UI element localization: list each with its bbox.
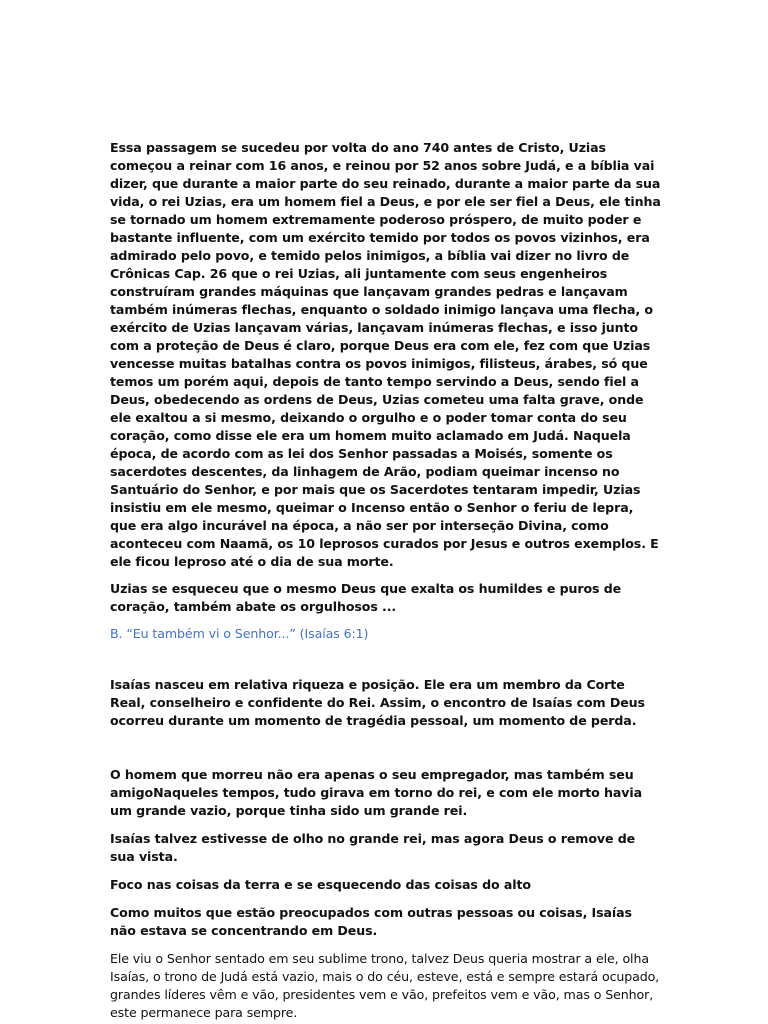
section-heading-b: B. “Eu também vi o Senhor...” (Isaías 6:1) bbox=[110, 626, 369, 641]
paragraph-throne-vision: Ele viu o Senhor sentado em seu sublime trono, talvez Deus queria mostrar a ele, olha Isaías, o trono de Judá está vazio, mais o do céu, esteve, está e sempre estará ocupado, grandes líderes vêm e vão, presidentes vem e vão, prefeitos vem e vão, mas o Senhor, este permanece para sempre. bbox=[110, 951, 660, 1020]
paragraph-earthly-focus: Foco nas coisas da terra e se esquecendo das coisas do alto bbox=[110, 877, 531, 892]
paragraph-king-death: O homem que morreu não era apenas o seu empregador, mas também seu amigoNaqueles tempos, tudo girava em torno do rei, e com ele morto havia um grande vazio, porque tinha sido um grande rei. bbox=[110, 767, 642, 818]
paragraph-uzias-history: Essa passagem se sucedeu por volta do ano 740 antes de Cristo, Uzias começou a reinar com 16 anos, e reinou por 52 anos sobre Judá, e a bíblia vai dizer, que durante a maior parte do seu reinado, durante a maior parte da sua vida, o rei Uzias, era um homem fiel a Deus, e por ele ser fiel a Deus, ele tinha se tornado um homem extremamente poderoso próspero, de muito poder e bastante influente, com um exército temido por todos os povos vizinhos, era admirado pelo povo, e temido pelos inimigos, a bíblia vai dizer no livro de Crônicas Cap. 26 que o rei Uzias, ali juntamente com seus engenheiros construíram grandes máquinas que lançavam grandes pedras e lançavam também inúmeras flechas, enquanto o soldado inimigo lançava uma flecha, o exército de Uzias lançavam várias, lançavam inúmeras flechas, e isso junto com a proteção de Deus é claro, porque Deus era com ele, fez com que Uzias vencesse muitas batalhas contra os povos inimigos, filisteus, árabes, só que temos um porém aqui, depois de tanto tempo servindo a Deus, sendo fiel a Deus, obedecendo as ordens de Deus, Uzias cometeu uma falta grave, onde ele exaltou a si mesmo, deixando o orgulho e o poder tomar conta do seu coração, como disse ele era um homem muito aclamado em Judá. Naquela época, de acordo com as lei dos Senhor passadas a Moisés, somente os sacerdotes descentes, da linhagem de Arão, podiam queimar incenso no Santuário do Senhor, e por mais que os Sacerdotes tentaram impedir, Uzias insistiu em ele mesmo, queimar o Incenso então o Senhor o feriu de lepra, que era algo incurável na época, a não ser por interseção Divina, como aconteceu com Naamã, os 10 leprosos curados por Jesus e outros exemplos. E ele ficou leproso até o dia de sua morte. bbox=[110, 140, 661, 569]
document-page bbox=[110, 139, 662, 1022]
paragraph-uzias-pride: Uzias se esqueceu que o mesmo Deus que exalta os humildes e puros de coração, também abate os orgulhosos ... bbox=[110, 581, 622, 614]
paragraph-isaias-origin: Isaías nasceu em relativa riqueza e posição. Ele era um membro da Corte Real, conselheiro e confidente do Rei. Assim, o encontro de Isaías com Deus ocorreu durante um momento de tragédia pessoal, um momento de perda. bbox=[110, 677, 645, 728]
paragraph-not-concentrating: Como muitos que estão preocupados com outras pessoas ou coisas, Isaías não estava se concentrando em Deus. bbox=[110, 905, 632, 938]
paragraph-isaias-focus: Isaías talvez estivesse de olho no grande rei, mas agora Deus o remove de sua vista. bbox=[110, 831, 636, 864]
